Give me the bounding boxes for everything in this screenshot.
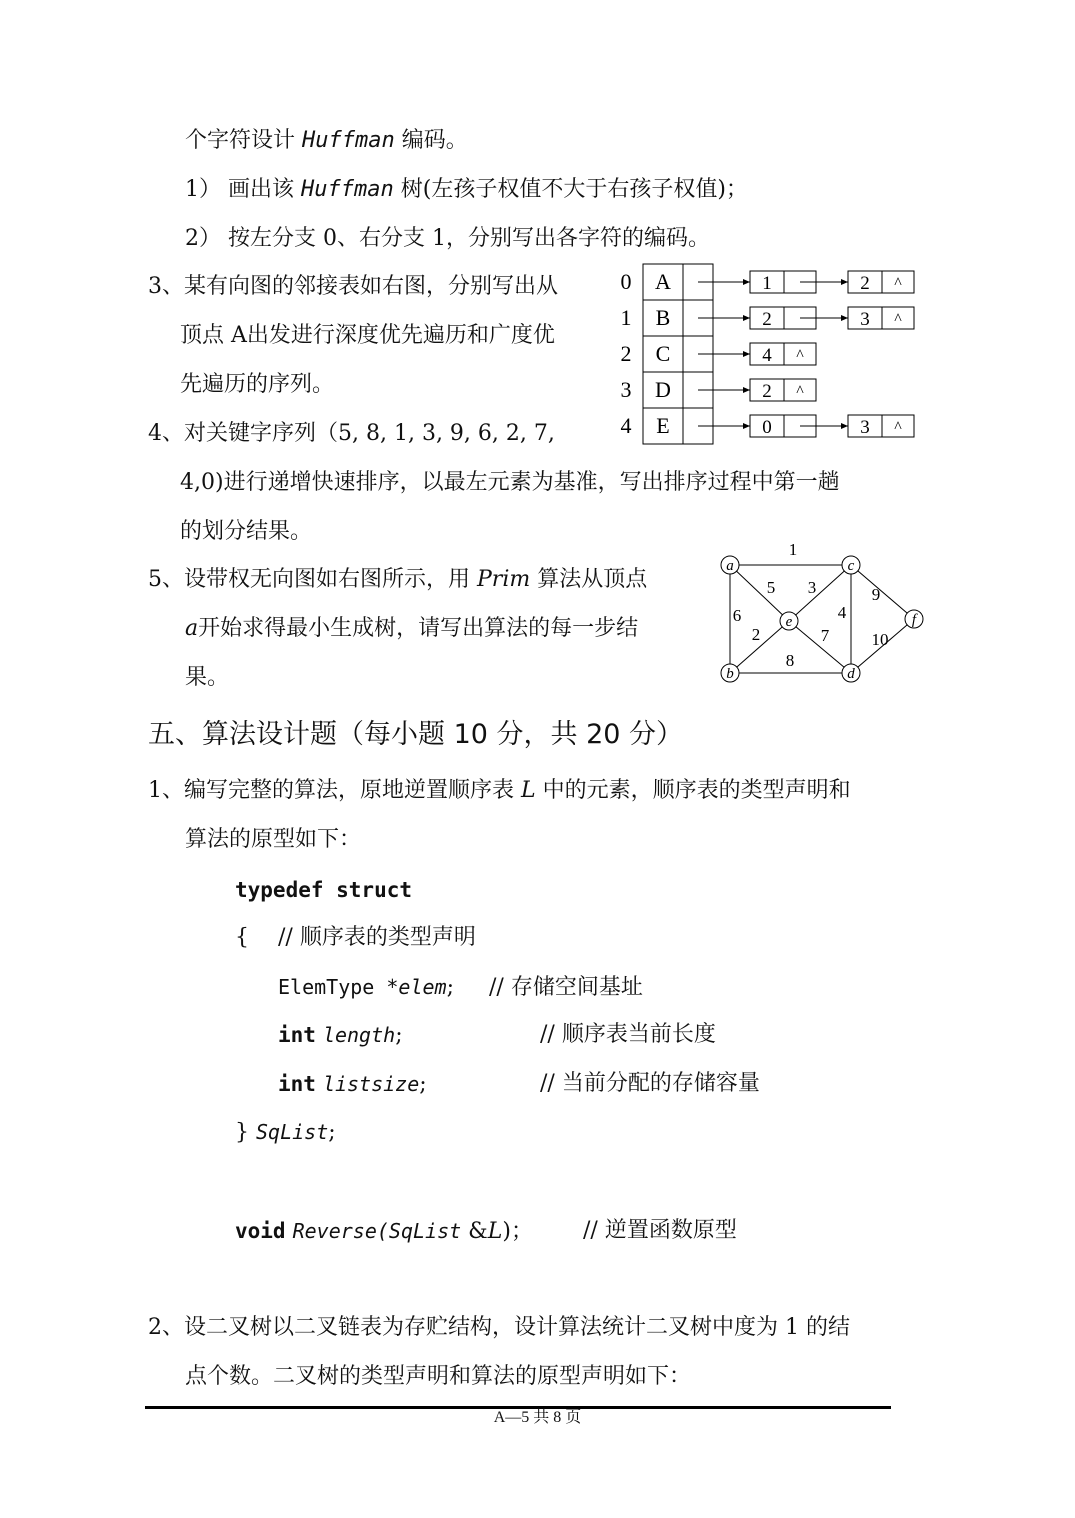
code-line-prototype (235, 1216, 533, 1247)
semicolon: ; (419, 1072, 427, 1097)
term-L: L (521, 778, 536, 803)
code-comment-prototype: // 逆置函数原型 (583, 1218, 737, 1243)
node-value: 0 (762, 417, 772, 438)
vertex-name: a (726, 558, 734, 574)
q4-line-3: 的划分结果。 (180, 519, 313, 544)
code-comment-length: // 顺序表当前长度 (540, 1022, 716, 1047)
node-value: 2 (762, 309, 772, 330)
code-line-close (235, 1117, 336, 1148)
row-index: 0 (620, 269, 632, 294)
q5-line-1 (148, 565, 647, 595)
edge-weight: 4 (837, 603, 847, 622)
page-footer: A—5 共 8 页 (493, 1409, 582, 1426)
node-value: 3 (860, 417, 870, 438)
vertex-name: d (847, 666, 855, 682)
edge-weight: 5 (766, 578, 776, 597)
var: length (322, 1023, 396, 1047)
code-comment-listsize: // 当前分配的存储容量 (540, 1071, 760, 1096)
vertex-label: A (655, 269, 671, 294)
node-value: 2 (860, 273, 870, 294)
section-5-heading: 五、算法设计题（每小题 10 分，共 20 分） (148, 719, 684, 750)
node-value: 1 (762, 273, 772, 294)
adjacency-list-diagram (610, 262, 930, 452)
q3-line-1: 3、某有向图的邻接表如右图，分别写出从 (148, 274, 558, 299)
edge-weight: 10 (871, 630, 889, 649)
text: 画出该 (228, 177, 295, 202)
q4-line-2: 4,0)进行递增快速排序，以最左元素为基准，写出排序过程中第一趟 (180, 470, 840, 495)
q3-line-3: 先遍历的序列。 (180, 372, 335, 397)
text: 1、编写完整的算法，原地逆置顺序表 (148, 778, 514, 803)
code-line-length (278, 1020, 403, 1051)
q5-line-3: 果。 (185, 665, 230, 690)
semicolon: ; (446, 975, 455, 1000)
edge-weight: 8 (785, 651, 795, 670)
comment: // 存储空间基址 (489, 975, 643, 1000)
keyword: int (278, 1023, 316, 1047)
var: elem (398, 975, 447, 999)
text: 编码。 (401, 128, 468, 153)
text: 开始求得最小生成树，请写出算法的每一步结 (198, 616, 639, 641)
semicolon: ; (328, 1120, 336, 1145)
vertex-name: f (911, 612, 917, 628)
edge-weight: 2 (751, 625, 761, 644)
null-marker: ^ (894, 311, 902, 328)
null-marker: ^ (894, 419, 902, 436)
row-index: 1 (620, 305, 632, 330)
code-line-typedef: typedef struct (235, 878, 413, 902)
brace: { (235, 925, 249, 950)
step-number: 2） (185, 226, 221, 251)
code-line-listsize (278, 1069, 427, 1100)
null-marker: ^ (796, 347, 804, 364)
edge-weight: 7 (820, 626, 830, 645)
q5-line-2 (185, 614, 638, 644)
semicolon: ; (395, 1023, 403, 1048)
code-line-open (235, 923, 476, 953)
keyword: int (278, 1072, 316, 1096)
brace: } (235, 1120, 249, 1145)
null-marker: ^ (894, 275, 902, 292)
term-prim: Prim (477, 567, 531, 592)
vertex-name: e (785, 614, 793, 630)
vertex-name: b (726, 666, 734, 682)
q3-line-2: 顶点 A出发进行深度优先遍历和广度优 (180, 323, 555, 348)
edge-weight: 9 (871, 585, 881, 604)
text: 个字符设计 (185, 128, 296, 153)
row-index: 2 (620, 341, 632, 366)
term-huffman: Huffman (301, 177, 394, 202)
comment: // 顺序表的类型声明 (278, 925, 476, 950)
code-line-elem (278, 972, 643, 1003)
term-vertex-a: a (185, 616, 199, 641)
ampersand: & (468, 1219, 488, 1244)
step-number: 1） (185, 177, 221, 202)
param: L (487, 1219, 503, 1244)
row-index: 3 (620, 377, 632, 402)
node-value: 3 (860, 309, 870, 330)
term-huffman: Huffman (302, 128, 395, 153)
vertex-name: c (847, 558, 855, 574)
weighted-graph-diagram (708, 538, 938, 688)
vertex-label: E (656, 413, 670, 438)
edge-weight: 1 (788, 540, 798, 559)
edge-weight: 6 (732, 606, 742, 625)
row-index: 4 (620, 413, 632, 438)
vertex-label: D (655, 377, 671, 402)
keyword: void (235, 1219, 286, 1243)
node-value: 2 (762, 381, 772, 402)
null-marker: ^ (796, 383, 804, 400)
text: 按左分支 0、右分支 1，分别写出各字符的编码。 (228, 226, 710, 251)
q4-line-1: 4、对关键字序列（5, 8, 1, 3, 9, 6, 2, 7, (148, 421, 555, 446)
text: 树(左孩子权值不大于右孩子权值)； (400, 177, 748, 202)
text: 5、设带权无向图如右图所示，用 (148, 567, 470, 592)
var: listsize (322, 1072, 420, 1096)
p2-line-2: 点个数。二叉树的类型声明和算法的原型声明如下： (185, 1364, 692, 1389)
q2-step-2 (185, 224, 710, 254)
p2-line-1: 2、设二叉树以二叉链表为存贮结构，设计算法统计二叉树中度为 1 的结 (148, 1315, 850, 1340)
vertex-label: C (655, 341, 671, 366)
close-paren: )； (502, 1219, 533, 1244)
p1-line-2: 算法的原型如下： (185, 827, 362, 852)
p1-line-1 (148, 776, 851, 806)
q2-step-1 (185, 175, 748, 205)
graph-edge (851, 565, 914, 619)
type: ElemType * (278, 975, 399, 999)
edge-weight: 3 (807, 578, 817, 597)
node-value: 4 (762, 345, 772, 366)
function-signature: Reverse(SqList (292, 1219, 462, 1243)
text: 中的元素，顺序表的类型声明和 (542, 778, 851, 803)
type-name: SqList (256, 1120, 329, 1144)
q2-line-1 (185, 126, 468, 156)
vertex-label: B (655, 305, 671, 330)
text: 算法从顶点 (537, 567, 648, 592)
